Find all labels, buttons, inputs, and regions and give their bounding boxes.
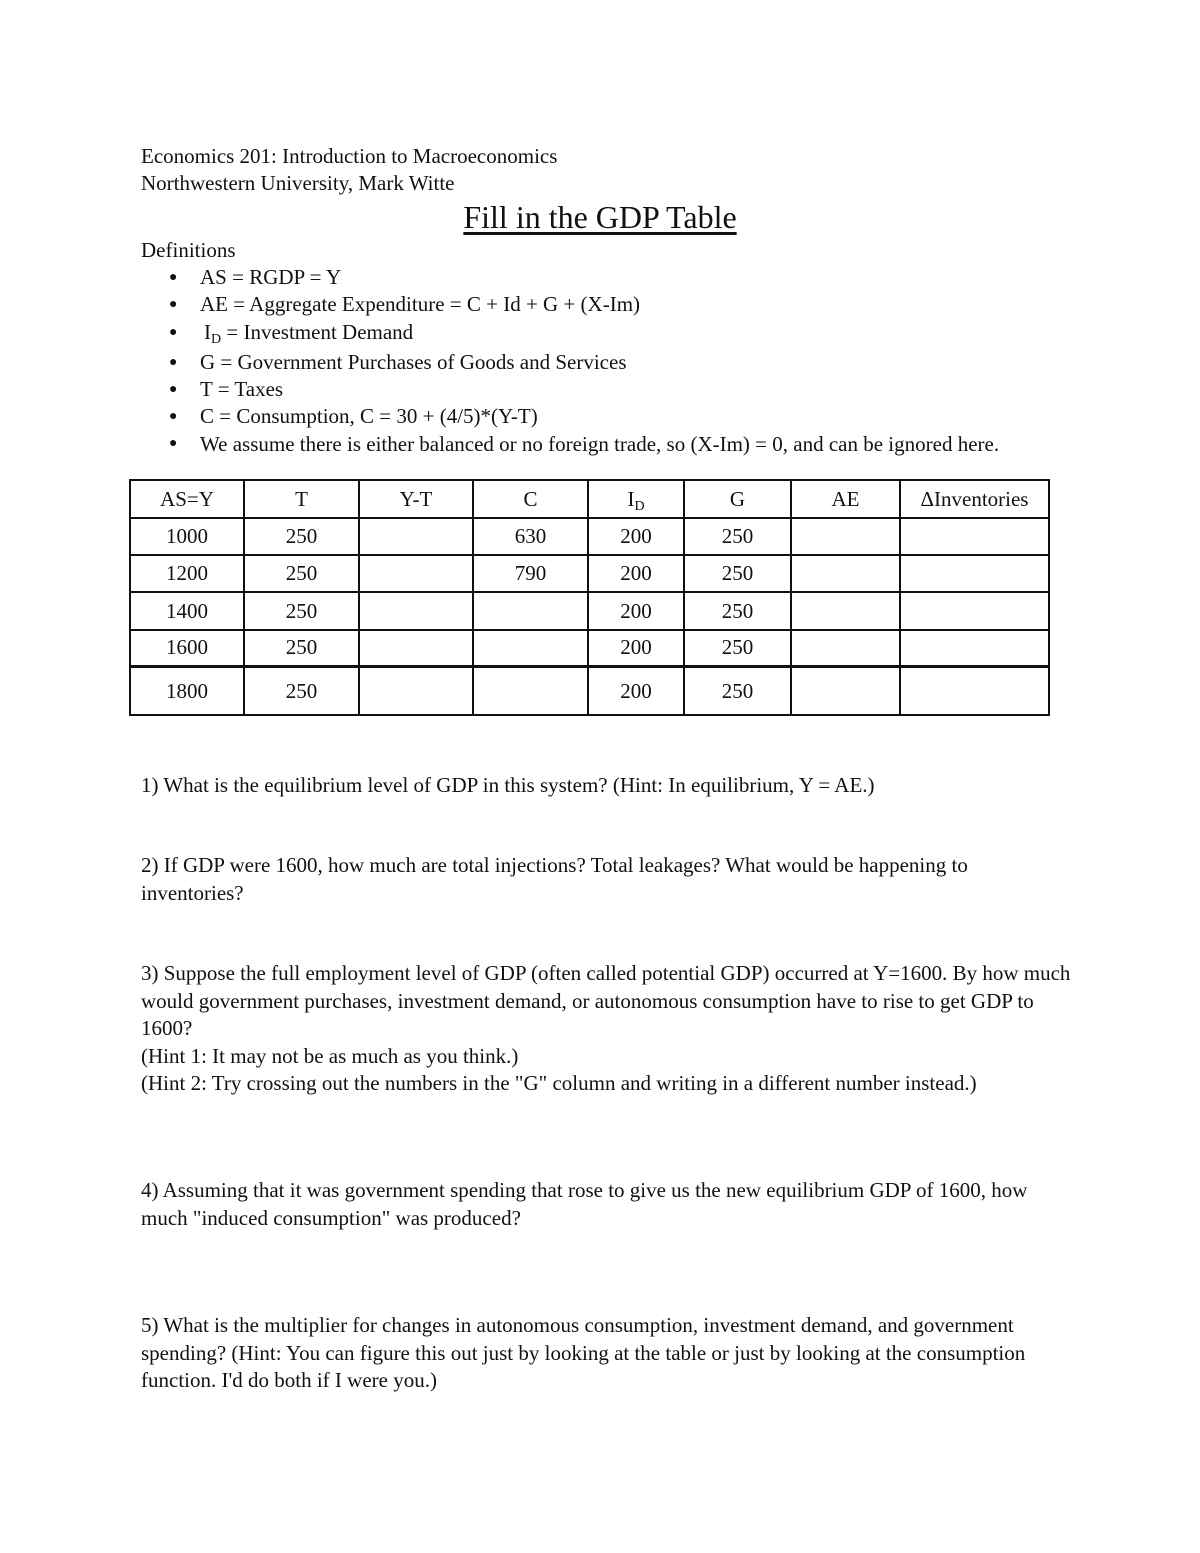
table-header-row <box>130 480 1049 518</box>
table-cell <box>900 592 1049 629</box>
column-header: AE <box>791 480 900 518</box>
table-cell: 1400 <box>130 592 244 629</box>
table-row <box>130 630 1049 667</box>
table-cell <box>791 592 900 629</box>
table-cell <box>791 667 900 715</box>
table-cell: 250 <box>684 630 791 667</box>
table-cell <box>359 518 473 555</box>
column-header: AS=Y <box>130 480 244 518</box>
table-cell <box>900 555 1049 592</box>
question-1: 1) What is the equilibrium level of GDP in this system? (Hint: In equilibrium, Y = AE.) <box>141 773 875 797</box>
table-cell: 200 <box>588 592 684 629</box>
table-cell: 250 <box>684 667 791 715</box>
column-header: Y-T <box>359 480 473 518</box>
table-cell <box>900 630 1049 667</box>
table-cell: 200 <box>588 555 684 592</box>
table-cell <box>473 630 588 667</box>
table-row <box>130 592 1049 629</box>
definitions-list <box>141 264 1061 457</box>
page-title: Fill in the GDP Table <box>463 199 737 235</box>
definition-item: ● T = Taxes <box>141 376 1061 403</box>
table-cell: 1000 <box>130 518 244 555</box>
table-row <box>130 667 1049 715</box>
bullet-icon: ● <box>169 382 178 398</box>
course-title: Economics 201: Introduction to Macroeconomics <box>141 144 558 168</box>
table-cell: 790 <box>473 555 588 592</box>
definition-item: ● ID = Investment Demand <box>169 319 414 347</box>
question-2: 2) If GDP were 1600, how much are total injections? Total leakages? What would be happening to inventories? <box>141 853 968 905</box>
table-cell <box>900 518 1049 555</box>
table-cell <box>791 518 900 555</box>
bullet-icon: ● <box>169 409 178 425</box>
question-3-hint-2: (Hint 2: Try crossing out the numbers in the "G" column and writing in a different number instead.) <box>141 1071 977 1095</box>
table-cell: 250 <box>244 630 359 667</box>
id-subscript: D <box>211 331 222 347</box>
table-cell: 1600 <box>130 630 244 667</box>
table-cell: 200 <box>588 667 684 715</box>
table-row <box>130 555 1049 592</box>
definition-item: ● AS = RGDP = Y <box>141 264 1061 291</box>
table-cell: 250 <box>684 518 791 555</box>
id-symbol: I <box>204 319 211 344</box>
table-cell <box>791 555 900 592</box>
table-cell: 250 <box>244 555 359 592</box>
table-cell <box>359 630 473 667</box>
definition-item: ● We assume there is either balanced or no foreign trade, so (X-Im) = 0, and can be ignored here. <box>169 431 1000 456</box>
table-cell <box>359 667 473 715</box>
bullet-icon: ● <box>169 324 178 340</box>
table-cell <box>473 592 588 629</box>
column-header: G <box>684 480 791 518</box>
table-cell: 630 <box>473 518 588 555</box>
bullet-icon: ● <box>169 270 178 285</box>
definitions-heading: Definitions <box>141 238 236 262</box>
table-cell: 250 <box>244 592 359 629</box>
definition-item: ● G = Government Purchases of Goods and Services <box>141 349 1061 376</box>
table-cell <box>359 592 473 629</box>
table-row <box>130 518 1049 555</box>
column-header: ΔInventories <box>900 480 1049 518</box>
table-cell: 250 <box>684 555 791 592</box>
gdp-table <box>129 479 1050 716</box>
table-cell: 200 <box>588 518 684 555</box>
table-cell: 250 <box>244 518 359 555</box>
table-cell: 200 <box>588 630 684 667</box>
question-3-hint-1: (Hint 1: It may not be as much as you think.) <box>141 1043 519 1068</box>
column-header: C <box>473 480 588 518</box>
table-cell: 250 <box>244 667 359 715</box>
table-cell <box>791 630 900 667</box>
table-cell <box>900 667 1049 715</box>
bullet-icon: ● <box>169 297 178 313</box>
column-header: T <box>244 480 359 518</box>
definition-item: ● AE = Aggregate Expenditure = C + Id + G + (X-Im) <box>141 291 1061 318</box>
question-4: 4) Assuming that it was government spending that rose to give us the new equilibrium GDP of 1600, how much "induced consumption" was produced? <box>141 1178 1028 1230</box>
table-cell <box>473 667 588 715</box>
table-cell: 1800 <box>130 667 244 715</box>
column-header: ID <box>588 480 684 518</box>
question-3: 3) Suppose the full employment level of GDP (often called potential GDP) occurred at Y=1600. By how much would government purchases, investment demand, or autonomous consumption have to rise to get GDP to 1600? (Hint 1: It may not be as much as you think.) (Hint 2: Try crossing out the numbers in the "G" column and writing in a different number instead.) <box>141 960 1071 1098</box>
question-5: 5) What is the multiplier for changes in autonomous consumption, investment demand, and government spending? (Hint: You can figure this out just by looking at the table or just by looking at the consumption function. I'd do both if I were you.) <box>141 1313 1026 1392</box>
table-cell <box>359 555 473 592</box>
table-cell: 250 <box>684 592 791 629</box>
bullet-icon: ● <box>169 354 178 370</box>
bullet-icon: ● <box>169 435 178 451</box>
institution-author: Northwestern University, Mark Witte <box>141 171 455 195</box>
table-cell: 1200 <box>130 555 244 592</box>
definition-item: ● C = Consumption, C = 30 + (4/5)*(Y-T) <box>141 403 1061 430</box>
